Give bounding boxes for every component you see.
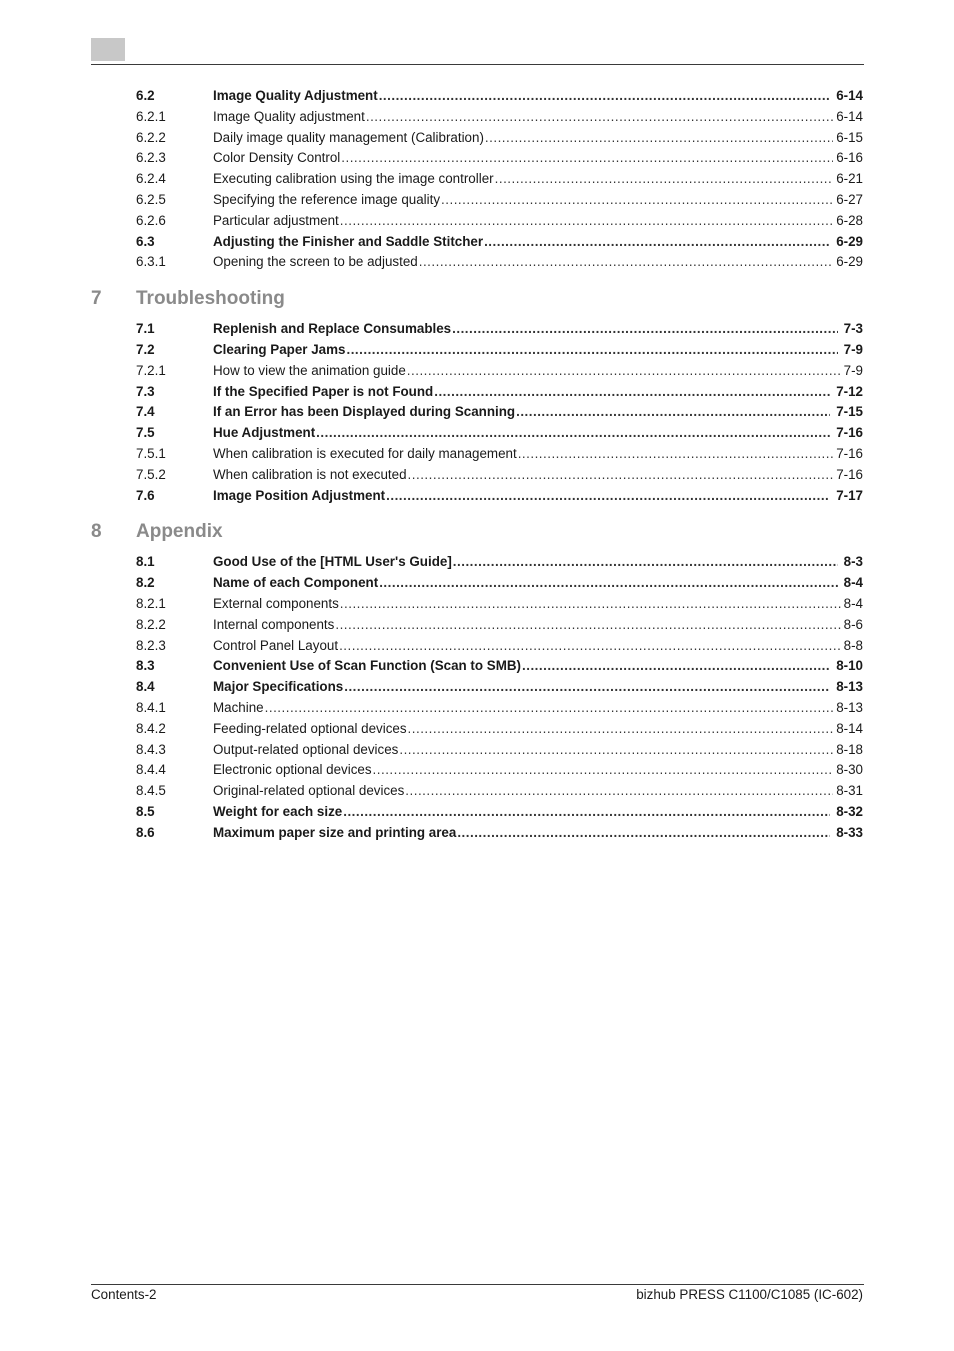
toc-entry-body	[213, 422, 863, 443]
dot-leader	[434, 381, 830, 402]
dot-leader	[441, 189, 833, 210]
toc-entry-title: Replenish and Replace Consumables	[213, 321, 452, 336]
toc-entry-body	[213, 147, 863, 168]
toc-entry[interactable]	[136, 106, 863, 127]
toc-entry-number: 6.3	[136, 234, 155, 249]
toc-entry-page: 8-13	[836, 679, 863, 694]
toc-entry[interactable]	[136, 464, 863, 485]
dot-leader	[344, 676, 830, 697]
toc-entry-body	[213, 697, 863, 718]
toc-entry-title: When calibration is not executed	[213, 467, 407, 482]
toc-entry-number: 8.3	[136, 658, 155, 673]
toc-entry-number: 6.2.4	[136, 171, 166, 186]
dot-leader	[340, 593, 841, 614]
toc-entry-number: 7.2.1	[136, 363, 166, 378]
toc-entry-number: 8.2.3	[136, 638, 166, 653]
toc-entry-body	[213, 339, 863, 360]
toc-entry-body	[213, 318, 863, 339]
toc-entry-body	[213, 676, 863, 697]
dot-leader	[341, 147, 833, 168]
toc-entry-number: 8.4.5	[136, 783, 166, 798]
toc-entry-title: External components	[213, 596, 339, 611]
toc-entry-title: Color Density Control	[213, 150, 341, 165]
dot-leader	[419, 251, 833, 272]
toc-entry-title: Executing calibration using the image controller	[213, 171, 494, 186]
toc-entry-page: 6-28	[836, 213, 863, 228]
toc-entry-body	[213, 551, 863, 572]
toc-entry-number: 8.2.2	[136, 617, 166, 632]
toc-entry[interactable]	[136, 739, 863, 760]
toc-entry-body	[213, 464, 863, 485]
toc-entry[interactable]	[136, 485, 863, 506]
toc-entry-page: 6-14	[836, 88, 863, 103]
toc-entry-page: 8-6	[843, 617, 863, 632]
toc-entry-page: 8-18	[836, 742, 863, 757]
toc-entry[interactable]	[136, 189, 863, 210]
toc-entry-title: Image Quality Adjustment	[213, 88, 378, 103]
dot-leader	[408, 464, 834, 485]
toc-entry-body	[213, 106, 863, 127]
toc-entry-title: Good Use of the [HTML User's Guide]	[213, 554, 452, 569]
chapter-title: Troubleshooting	[136, 288, 285, 310]
toc-entry-page: 8-10	[836, 658, 863, 673]
toc-entry-body	[213, 572, 863, 593]
toc-entry-title: Name of each Component	[213, 575, 379, 590]
dot-leader	[379, 85, 831, 106]
toc-entry-number: 8.4.2	[136, 721, 166, 736]
toc-entry-title: Convenient Use of Scan Function (Scan to SMB)	[213, 658, 522, 673]
toc-entry-number: 7.4	[136, 404, 155, 419]
toc-entry-page: 7-12	[836, 384, 863, 399]
dot-leader	[484, 231, 830, 252]
toc-entry-body	[213, 822, 863, 843]
toc-entry-page: 7-15	[836, 404, 863, 419]
toc-entry-body	[213, 189, 863, 210]
dot-leader	[457, 822, 830, 843]
toc-entry[interactable]	[136, 655, 863, 676]
toc-entry-page: 6-21	[836, 171, 863, 186]
chapter-number: 7	[91, 288, 102, 310]
toc-entry-page: 8-32	[836, 804, 863, 819]
toc-entry-title: When calibration is executed for daily management	[213, 446, 517, 461]
toc-entry-page: 8-4	[843, 596, 863, 611]
dot-leader	[495, 168, 834, 189]
toc-entry-title: Image Quality adjustment	[213, 109, 365, 124]
toc-entry-page: 8-30	[836, 762, 863, 777]
toc-entry-body	[213, 739, 863, 760]
toc-entry-title: Output-related optional devices	[213, 742, 399, 757]
footer-page-label: Contents-2	[91, 1287, 157, 1302]
toc-entry[interactable]	[136, 572, 863, 593]
footer-product-name: bizhub PRESS C1100/C1085 (IC-602)	[636, 1287, 863, 1302]
dot-leader	[373, 759, 834, 780]
toc-entry[interactable]	[136, 339, 863, 360]
toc-entry-title: Machine	[213, 700, 264, 715]
toc-entry-body	[213, 127, 863, 148]
toc-entry-title: If an Error has been Displayed during Scanning	[213, 404, 516, 419]
toc-entry-page: 8-8	[843, 638, 863, 653]
toc-entry-number: 7.5	[136, 425, 155, 440]
toc-entry-body	[213, 485, 863, 506]
toc-entry[interactable]	[136, 593, 863, 614]
toc-entry[interactable]	[136, 614, 863, 635]
toc-entry-body	[213, 655, 863, 676]
toc-entry-title: Maximum paper size and printing area	[213, 825, 457, 840]
toc-entry-page: 6-27	[836, 192, 863, 207]
toc-entry-body	[213, 381, 863, 402]
dot-leader	[522, 655, 830, 676]
toc-entry-body	[213, 759, 863, 780]
toc-entry-page: 8-13	[836, 700, 863, 715]
toc-entry-number: 8.6	[136, 825, 155, 840]
toc-entry-page: 6-16	[836, 150, 863, 165]
toc-entry[interactable]	[136, 676, 863, 697]
toc-entry[interactable]	[136, 635, 863, 656]
toc-entry-page: 8-33	[836, 825, 863, 840]
toc-entry-number: 6.2.5	[136, 192, 166, 207]
toc-entry-title: If the Specified Paper is not Found	[213, 384, 434, 399]
dot-leader	[453, 551, 838, 572]
toc-entry-page: 8-31	[836, 783, 863, 798]
toc-entry-title: Original-related optional devices	[213, 783, 405, 798]
toc-entry[interactable]	[136, 210, 863, 231]
toc-entry-title: Electronic optional devices	[213, 762, 372, 777]
toc-entry-body	[213, 801, 863, 822]
dot-leader	[405, 780, 833, 801]
toc-entry-title: Opening the screen to be adjusted	[213, 254, 418, 269]
toc-entry-page: 7-9	[843, 342, 863, 357]
toc-entry-number: 7.5.1	[136, 446, 166, 461]
dot-leader	[452, 318, 838, 339]
footer-divider	[91, 1284, 864, 1285]
toc-entry-number: 6.2.2	[136, 130, 166, 145]
toc-entry[interactable]	[136, 381, 863, 402]
toc-entry-number: 6.3.1	[136, 254, 166, 269]
toc-entry-number: 6.2.6	[136, 213, 166, 228]
toc-entry[interactable]	[136, 231, 863, 252]
dot-leader	[408, 718, 834, 739]
toc-entry-title: Daily image quality management (Calibration)	[213, 130, 484, 145]
toc-entry[interactable]	[136, 697, 863, 718]
toc-entry-body	[213, 401, 863, 422]
toc-entry-number: 8.1	[136, 554, 155, 569]
toc-entry-number: 7.5.2	[136, 467, 166, 482]
toc-entry[interactable]	[136, 780, 863, 801]
dot-leader	[340, 210, 833, 231]
toc-entry-body	[213, 718, 863, 739]
toc-entry-body	[213, 593, 863, 614]
toc-entry[interactable]	[136, 251, 863, 272]
dot-leader	[346, 339, 837, 360]
toc-entry-page: 8-3	[843, 554, 863, 569]
toc-entry[interactable]	[136, 168, 863, 189]
toc-entry-title: Specifying the reference image quality	[213, 192, 441, 207]
dot-leader	[366, 106, 833, 127]
toc-entry-number: 8.2.1	[136, 596, 166, 611]
toc-entry-title: Image Position Adjustment	[213, 488, 386, 503]
dot-leader	[343, 801, 830, 822]
toc-entry-number: 7.1	[136, 321, 155, 336]
dot-leader	[386, 485, 830, 506]
toc-entry-page: 8-4	[843, 575, 863, 590]
toc-entry-number: 7.3	[136, 384, 155, 399]
toc-entry-page: 7-17	[836, 488, 863, 503]
dot-leader	[407, 360, 841, 381]
toc-entry[interactable]	[136, 422, 863, 443]
toc-entry[interactable]	[136, 360, 863, 381]
toc-entry-page: 7-9	[843, 363, 863, 378]
toc-entry[interactable]	[136, 759, 863, 780]
toc-entry-title: Adjusting the Finisher and Saddle Stitcher	[213, 234, 484, 249]
toc-entry[interactable]	[136, 551, 863, 572]
toc-entry-number: 8.4.4	[136, 762, 166, 777]
toc-entry[interactable]	[136, 85, 863, 106]
dot-leader	[399, 739, 833, 760]
toc-entry-page: 7-16	[836, 425, 863, 440]
toc-entry-body	[213, 635, 863, 656]
toc-entry-title: Control Panel Layout	[213, 638, 339, 653]
toc-entry-body	[213, 168, 863, 189]
toc-entry[interactable]	[136, 443, 863, 464]
toc-entry-number: 8.2	[136, 575, 155, 590]
toc-entry[interactable]	[136, 318, 863, 339]
toc-entry[interactable]	[136, 147, 863, 168]
dot-leader	[516, 401, 830, 422]
toc-entry-page: 6-15	[836, 130, 863, 145]
toc-entry-number: 8.4.3	[136, 742, 166, 757]
toc-entry-body	[213, 251, 863, 272]
toc-entry-number: 7.6	[136, 488, 155, 503]
toc-entry-body	[213, 360, 863, 381]
toc-entry-title: Weight for each size	[213, 804, 343, 819]
chapter-number: 8	[91, 521, 102, 543]
toc-entry-page: 7-16	[836, 446, 863, 461]
toc-entry-body	[213, 780, 863, 801]
dot-leader	[339, 635, 841, 656]
toc-entry-page: 6-29	[836, 234, 863, 249]
dot-leader	[518, 443, 834, 464]
toc-entry-title: Particular adjustment	[213, 213, 339, 228]
toc-entry-title: Feeding-related optional devices	[213, 721, 407, 736]
toc-entry-page: 6-14	[836, 109, 863, 124]
dot-leader	[485, 127, 833, 148]
dot-leader	[379, 572, 837, 593]
toc-entry[interactable]	[136, 718, 863, 739]
dot-leader	[265, 697, 834, 718]
dot-leader	[335, 614, 840, 635]
toc-entry-title: Internal components	[213, 617, 335, 632]
toc-entry[interactable]	[136, 401, 863, 422]
header-divider	[91, 64, 864, 65]
toc-entry-title: Major Specifications	[213, 679, 344, 694]
toc-entry-title: Hue Adjustment	[213, 425, 316, 440]
header-tab-block	[91, 38, 125, 61]
toc-entry[interactable]	[136, 127, 863, 148]
toc-entry-body	[213, 210, 863, 231]
toc-entry-title: How to view the animation guide	[213, 363, 406, 378]
toc-entry-body	[213, 614, 863, 635]
toc-entry[interactable]	[136, 822, 863, 843]
toc-entry-number: 8.5	[136, 804, 155, 819]
toc-entry-page: 6-29	[836, 254, 863, 269]
toc-entry-number: 8.4	[136, 679, 155, 694]
toc-entry-number: 6.2	[136, 88, 155, 103]
dot-leader	[316, 422, 830, 443]
toc-entry-page: 7-16	[836, 467, 863, 482]
chapter-title: Appendix	[136, 521, 223, 543]
toc-entry-page: 8-14	[836, 721, 863, 736]
toc-entry[interactable]	[136, 801, 863, 822]
toc-entry-body	[213, 231, 863, 252]
toc-entry-page: 7-3	[843, 321, 863, 336]
toc-entry-title: Clearing Paper Jams	[213, 342, 346, 357]
toc-entry-number: 6.2.3	[136, 150, 166, 165]
toc-entry-number: 7.2	[136, 342, 155, 357]
toc-entry-body	[213, 443, 863, 464]
toc-entry-number: 6.2.1	[136, 109, 166, 124]
toc-entry-body	[213, 85, 863, 106]
toc-entry-number: 8.4.1	[136, 700, 166, 715]
